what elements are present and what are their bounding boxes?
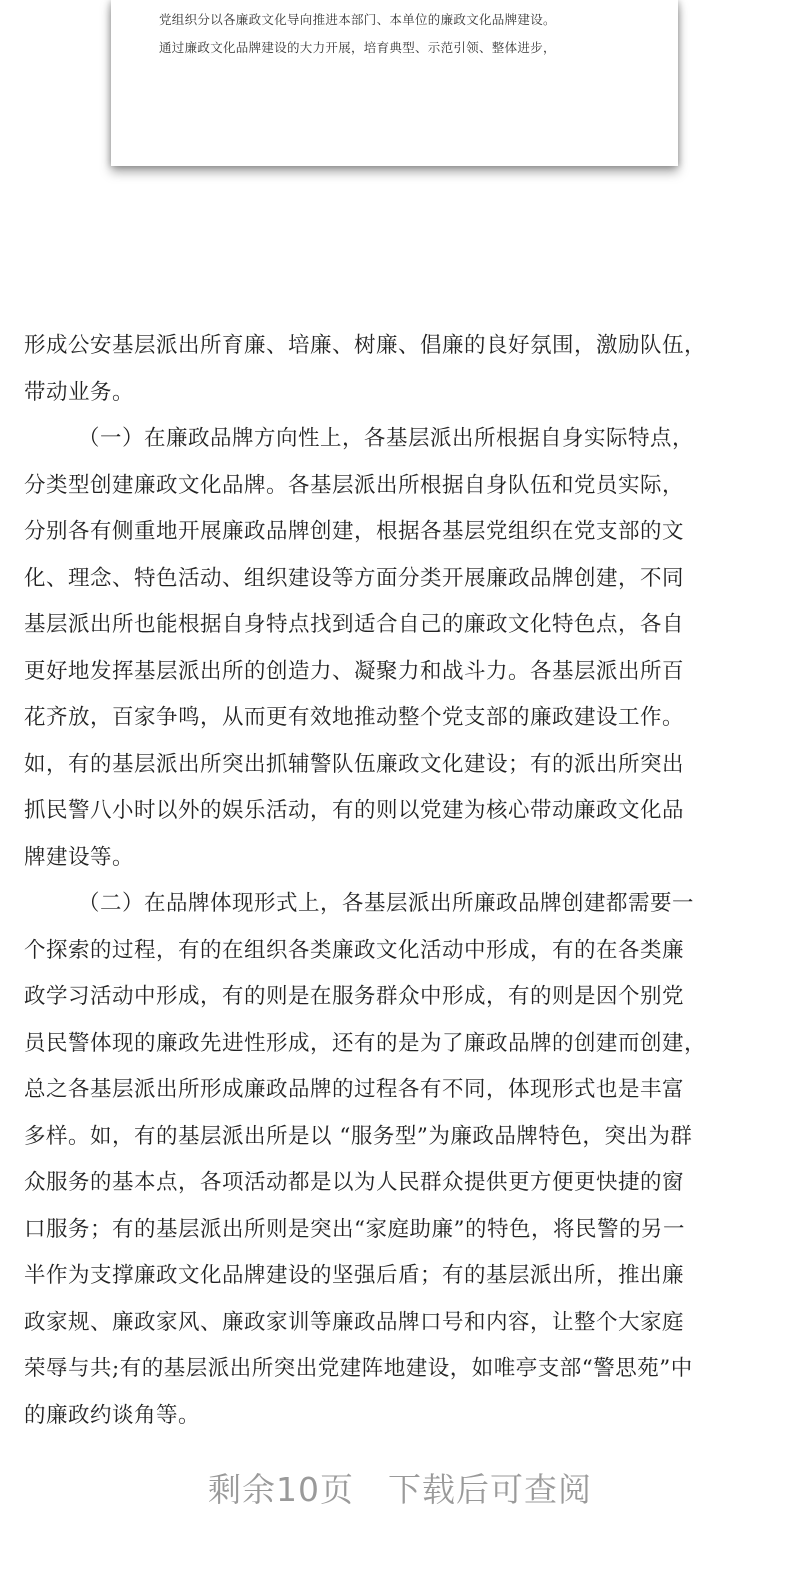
body-line: 半作为支撑廉政文化品牌建设的坚强后盾；有的基层派出所，推出廉: [24, 1263, 685, 1288]
body-line: 如，有的基层派出所突出抓辅警队伍廉政文化建设；有的派出所突出: [24, 751, 685, 777]
body-line: 众服务的基本点，各项活动都是以为人民群众提供更方便更快捷的窗: [24, 1170, 685, 1195]
body-line: 形成公安基层派出所育廉、培廉、树廉、倡廉的良好氛围，激励队伍，: [24, 333, 707, 358]
preview-line: 通过廉政文化品牌建设的大力开展，培育典型、示范引领、整体进步，: [159, 40, 556, 55]
body-line: 牌建设等。: [24, 844, 135, 870]
document-body: [24, 323, 784, 1439]
previous-page-preview: [111, 0, 678, 166]
body-line: 员民警体现的廉政先进性形成，还有的是为了廉政品牌的创建而创建，: [24, 1030, 707, 1056]
paragraph-start-line: （二）在品牌体现形式上，各基层派出所廉政品牌创建都需要一: [78, 891, 695, 916]
body-line: 的廉政约谈角等。: [24, 1402, 201, 1428]
remaining-pages-label[interactable]: 剩余10页: [208, 1470, 354, 1509]
body-line: 政学习活动中形成，有的则是在服务群众中形成，有的则是因个别党: [24, 984, 685, 1009]
body-line: 分别各有侧重地开展廉政品牌创建，根据各基层党组织在党支部的文: [24, 519, 685, 544]
body-line: 抓民警八小时以外的娱乐活动，有的则以党建为核心带动廉政文化品: [24, 798, 685, 823]
download-to-view-label[interactable]: 下载后可查阅: [388, 1470, 592, 1509]
body-line: 花齐放，百家争鸣，从而更有效地推动整个党支部的廉政建设工作。: [24, 705, 685, 730]
body-line: 个探索的过程，有的在组织各类廉政文化活动中形成，有的在各类廉: [24, 937, 685, 963]
body-line: 基层派出所也能根据自身特点找到适合自己的廉政文化特色点，各自: [24, 612, 685, 637]
body-line: 更好地发挥基层派出所的创造力、凝聚力和战斗力。各基层派出所百: [24, 658, 685, 684]
download-prompt[interactable]: [0, 1462, 800, 1518]
body-line: 分类型创建廉政文化品牌。各基层派出所根据自身队伍和党员实际，: [24, 472, 685, 498]
body-line: 口服务；有的基层派出所则是突出“家庭助廉”的特色，将民警的另一: [24, 1216, 685, 1242]
body-line: 荣辱与共;有的基层派出所突出党建阵地建设，如唯亭支部“警思苑”中: [24, 1356, 693, 1381]
preview-line: 党组织分以各廉政文化导向推进本部门、本单位的廉政文化品牌建设。: [159, 12, 556, 27]
paragraph-start-line: （一）在廉政品牌方向性上，各基层派出所根据自身实际特点，: [78, 426, 695, 451]
body-line: 带动业务。: [24, 379, 135, 405]
body-line: 化、理念、特色活动、组织建设等方面分类开展廉政品牌创建，不同: [24, 565, 685, 591]
body-line: 政家规、廉政家风、廉政家训等廉政品牌口号和内容，让整个大家庭: [24, 1309, 685, 1335]
body-line: 总之各基层派出所形成廉政品牌的过程各有不同，体现形式也是丰富: [24, 1077, 685, 1102]
body-line: 多样。如，有的基层派出所是以 “服务型”为廉政品牌特色，突出为群: [24, 1123, 693, 1149]
